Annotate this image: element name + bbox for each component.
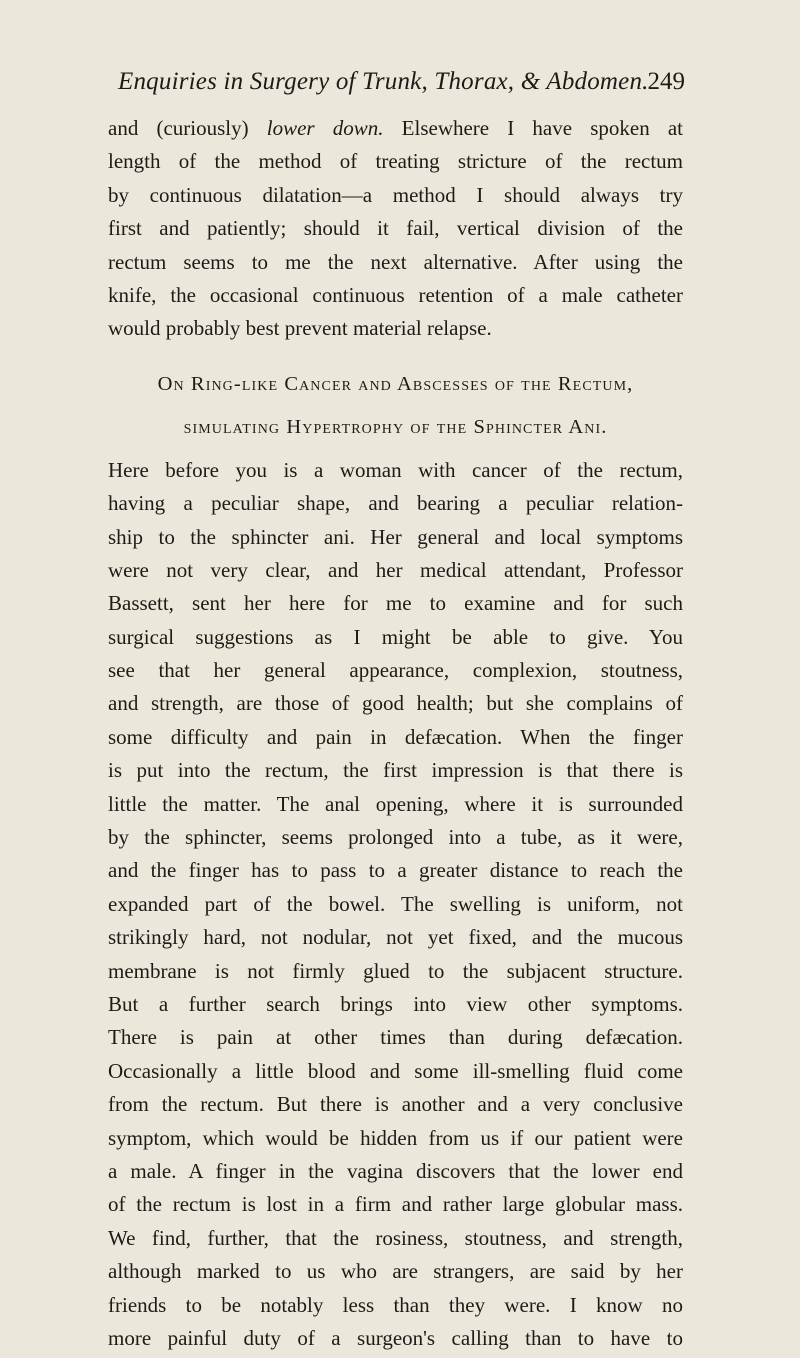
text-line: rectum seems to me the next alternative. After using the (108, 249, 683, 274)
text-line: length of the method of treating stricture of the rectum (108, 149, 683, 174)
section-heading (108, 366, 683, 454)
text-line: expanded part of the bowel. The swelling is uniform, not (108, 891, 683, 916)
section-subheading-line: simulating Hypertrophy of the Sphincter Ani. (183, 415, 608, 438)
text-line: by continuous dilatation—a method I should always try (108, 182, 683, 207)
text-line: would probably best prevent material relapse. (108, 316, 492, 341)
page-header (60, 68, 685, 118)
text-line: were not very clear, and her medical attendant, Professor (108, 557, 683, 582)
body-text (108, 112, 683, 1355)
page-number: 249 (647, 68, 685, 95)
text-line: Here before you is a woman with cancer of the rectum, (108, 457, 683, 482)
text-line: although marked to us who are strangers, are said by her (108, 1259, 683, 1284)
text-line: knife, the occasional continuous retention of a male catheter (108, 282, 683, 307)
text-line: is put into the rectum, the first impression is that there is (108, 758, 683, 783)
text-line: strikingly hard, not nodular, not yet fixed, and the mucous (108, 925, 683, 950)
text-line: from the rectum. But there is another and a very conclusive (108, 1092, 683, 1117)
paragraph (108, 454, 683, 1356)
paragraph-continuation (108, 112, 683, 346)
text-line: But a further search brings into view other symptoms. (108, 991, 683, 1016)
text-line: We find, further, that the rosiness, stoutness, and strength, (108, 1225, 683, 1250)
text-line: surgical suggestions as I might be able to give. You (108, 624, 683, 649)
text-line: Bassett, sent her here for me to examine and for such (108, 591, 683, 616)
running-title: Enquiries in Surgery of Trunk, Thorax, & Abdomen. (118, 68, 649, 95)
text-line: membrane is not firmly glued to the subjacent structure. (108, 958, 683, 983)
text-line: a male. A finger in the vagina discovers that the lower end (108, 1158, 683, 1183)
text-line: more painful duty of a surgeon's calling than to have to (108, 1325, 683, 1350)
text-line: see that her general appearance, complexion, stoutness, (108, 658, 683, 683)
text-line: having a peculiar shape, and bearing a peculiar relation- (108, 491, 683, 516)
text-line: of the rectum is lost in a firm and rather large globular mass. (108, 1192, 683, 1217)
text-line: Occasionally a little blood and some ill-smelling fluid come (108, 1058, 683, 1083)
text-line: ship to the sphincter ani. Her general and local symptoms (108, 524, 683, 549)
text-line: by the sphincter, seems prolonged into a tube, as it were, (108, 825, 683, 850)
text-line: and (curiously) lower down. Elsewhere I have spoken at (108, 116, 683, 140)
text-line: first and patiently; should it fail, vertical division of the (108, 216, 683, 241)
text-line: and strength, are those of good health; but she complains of (108, 691, 683, 716)
text-line: some difficulty and pain in defæcation. When the finger (108, 724, 683, 749)
text-line: symptom, which would be hidden from us if our patient were (108, 1125, 683, 1150)
text-line: There is pain at other times than during defæcation. (108, 1025, 683, 1050)
text-line: little the matter. The anal opening, where it is surrounded (108, 791, 683, 816)
text-line: and the finger has to pass to a greater distance to reach the (108, 858, 683, 883)
text-line: friends to be notably less than they were. I know no (108, 1292, 683, 1317)
section-heading-line: On Ring-like Cancer and Abscesses of the Rectum, (157, 372, 634, 395)
emphasis-text: lower down. (266, 116, 384, 140)
